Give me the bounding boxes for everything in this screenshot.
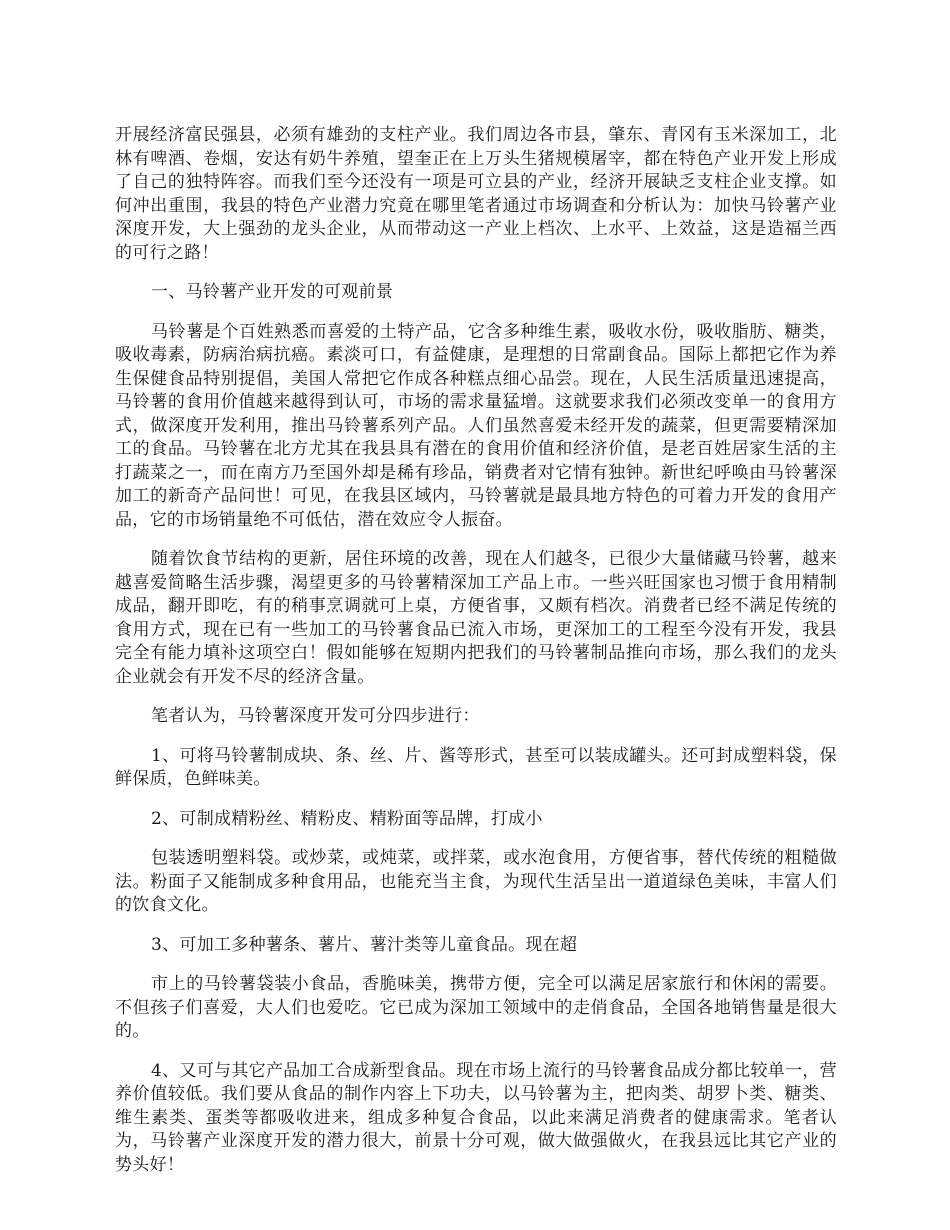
paragraph-intro: 开展经济富民强县，必须有雄劲的支柱产业。我们周边各市县，肇东、青冈有玉米深加工，北林有啤酒、卷烟，安达有奶牛养殖，望奎正在上万头生猪规模屠宰，都在特色产业开发上形成了自己的独特阵容。而我们至今还没有一项是可立县的产业，经济开展缺乏支柱企业支撑。如何冲出重围，我县的特色产业潜力究竟在哪里笔者通过市场调查和分析认为：加快马铃薯产业深度开发，大上强劲的龙头企业，从而带动这一产业上档次、上水平、上效益，这是造福兰西的可行之路！ (115, 125, 837, 263)
list-item-step-4: 4、又可与其它产品加工合成新型食品。现在市场上流行的马铃薯食品成分都比较单一，营养价值较低。我们要从食品的制作内容上下功夫，以马铃薯为主，把肉类、胡罗卜类、糖类、维生素类、蛋类等都吸收进来，组成多种复合食品，以此来满足消费者的健康需求。笔者认为，马铃薯产业深度开发的潜力很大，前景十分可观，做大做强做火，在我县远比其它产业的势头好！ (115, 1060, 837, 1175)
paragraph-step-2-detail: 包装透明塑料袋。或炒菜，或炖菜，或拌菜，或水泡食用，方便省事，替代传统的粗糙做法。粉面子又能制成多种食用品，也能充当主食，为现代生活呈出一道道绿色美味，丰富人们的饮食文化。 (115, 848, 837, 915)
paragraph-potato-value: 马铃薯是个百姓熟悉而喜爱的土特产品，它含多种维生素，吸收水份，吸收脂肪、糖类，吸收毒素，防病治病抗癌。素淡可口，有益健康，是理想的日常副食品。国际上都把它作为养生保健食品特别提倡，美国人常把它作成各种糕点细心品尝。现在，人民生活质量迅速提高，马铃薯的食用价值越来越得到认可，市场的需求量猛增。这就要求我们必须改变单一的食用方式，做深度开发利用，推出马铃薯系列产品。人们虽然喜爱未经开发的蔬菜，但更需要精深加工的食品。马铃薯在北方尤其在我县具有潜在的食用价值和经济价值，是老百姓居家生活的主打蔬菜之一，而在南方乃至国外却是稀有珍品，销费者对它情有独钟。新世纪呼唤由马铃薯深加工的新奇产品问世！可见，在我县区域内，马铃薯就是最具地方特色的可着力开发的食用产品，它的市场销量绝不可低估，潜在效应令人振奋。 (115, 321, 837, 530)
paragraph-diet-change: 随着饮食节结构的更新，居住环境的改善，现在人们越冬，已很少大量储藏马铃薯，越来越喜爱简略生活步骤，渴望更多的马铃薯精深加工产品上市。一些兴旺国家也习惯于食用精制成品，翻开即吃，有的稍事烹调就可上桌，方便省事，又颇有档次。消费者已经不满足传统的食用方式，现在已有一些加工的马铃薯食品已流入市场，更深加工的工程至今没有开发，我县完全有能力填补这项空白！假如能够在短期内把我们的马铃薯制品推向市场，那么我们的龙头企业就会有开发不尽的经济含量。 (115, 549, 837, 687)
document-body (115, 124, 837, 1193)
list-item-step-2: 2、可制成精粉丝、精粉皮、精粉面等品牌，打成小 (151, 808, 543, 829)
list-item-step-1: 1、可将马铃薯制成块、条、丝、片、酱等形式，甚至可以装成罐头。还可封成塑料袋，保鲜保质，色鲜味美。 (115, 745, 837, 789)
paragraph-step-3-detail: 市上的马铃薯袋装小食品，香脆味美，携带方便，完全可以满足居家旅行和休闲的需要。不但孩子们喜爱，大人们也爱吃。它已成为深加工领域中的走俏食品，全国各地销售量是很大的。 (115, 974, 837, 1041)
section-heading-prospects: 一、马铃薯产业开发的可观前景 (151, 282, 394, 302)
paragraph-four-steps: 笔者认为，马铃薯深度开发可分四步进行： (151, 706, 480, 726)
list-item-step-3: 3、可加工多种薯条、薯片、薯汁类等儿童食品。现在超 (151, 934, 578, 955)
